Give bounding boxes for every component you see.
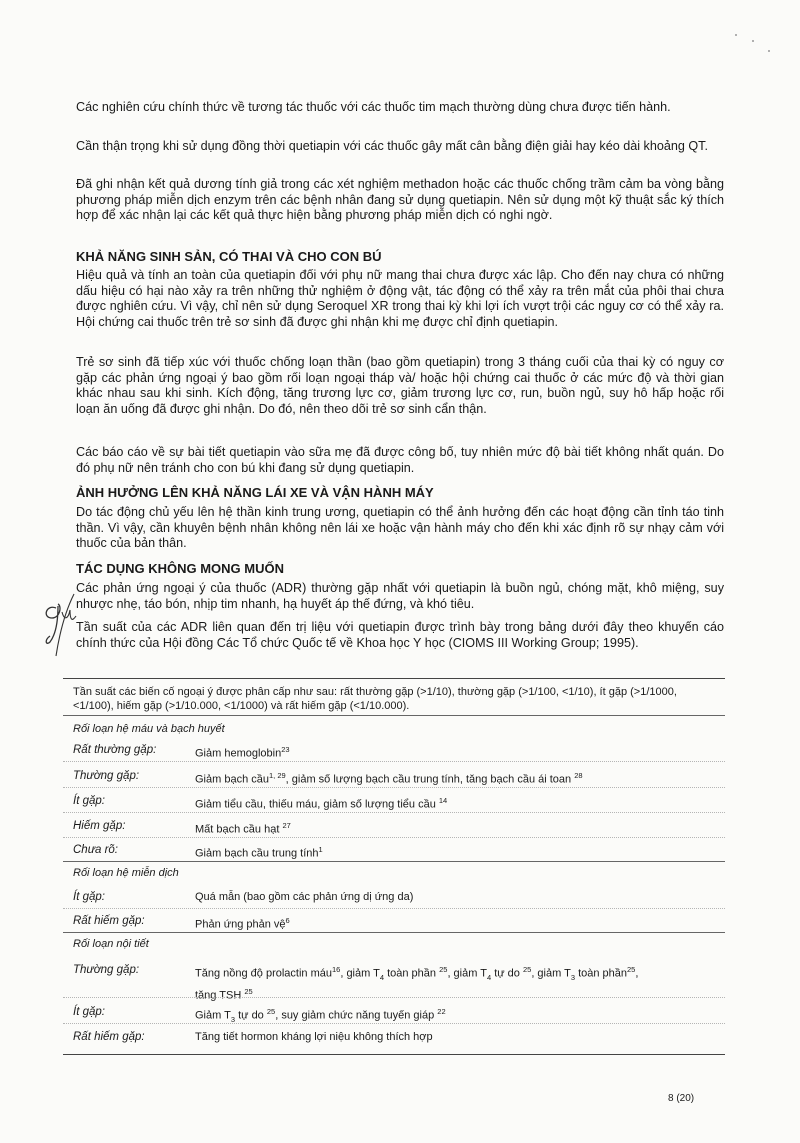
row-description: Phản ứng phản vệ$^6$ <box>195 916 290 931</box>
table-intro: Tần suất các biến cố ngoại ý được phân cấp như sau: rất thường gặp (>1/10), thường gặp (>1/100, <1/10), ít gặp (>1/1000, <1/100), hiếm gặp (>1/10.000, <1/1000) và rất hiếm gặp (<1/10.000). <box>73 686 677 712</box>
row-description: Giảm $T_3$ tự do $^{25}$, suy giảm chức năng tuyến giáp $^{22}$ <box>195 1007 446 1024</box>
row-frequency: Thường gặp: <box>73 964 140 976</box>
row-divider <box>63 997 725 998</box>
section-title-blood: Rối loạn hệ máu và bạch huyết <box>73 723 225 735</box>
section-title-immune: Rối loạn hệ miễn dịch <box>73 867 179 879</box>
row-description: Giảm bạch cầu trung tính$^1$ <box>195 845 323 860</box>
table-divider <box>63 715 725 716</box>
paragraph-adr-frequency: Tần suất của các ADR liên quan đến trị liệu với quetiapin được trình bày trong bảng dưới đây theo khuyến cáo chính thức của Hội đồng Các Tổ chức Quốc tế về Khoa học Y học (CIOMS III Working Group; 1995). <box>76 620 724 650</box>
row-divider <box>63 812 725 813</box>
row-frequency: Ít gặp: <box>73 795 105 807</box>
row-description: Mất bạch cầu hạt $^{27}$ <box>195 821 291 836</box>
scan-speck <box>735 34 737 36</box>
row-divider <box>63 908 725 909</box>
row-frequency: Rất hiếm gặp: <box>73 915 145 927</box>
row-frequency: Rất thường gặp: <box>73 744 157 756</box>
paragraph-driving: Do tác động chủ yếu lên hệ thần kinh trung ương, quetiapin có thể ảnh hưởng đến các hoạt động cần tỉnh táo tinh thần. Vì vậy, cần khuyên bệnh nhân không nên lái xe hoặc vận hành máy cho đến khi xác định rõ sự nhạy cảm với thuốc của bản thân. <box>76 505 724 551</box>
row-description: Quá mẫn (bao gồm các phản ứng dị ứng da) <box>195 891 414 903</box>
row-description: Tăng nồng độ prolactin máu$^{16}$, giảm $T_4$ toàn phần $^{25}$, giảm $T_4$ tự do $^{25}$, giảm $T_3$ toàn phần$^{25}$, tăng TSH $^{25}$ <box>195 965 639 1002</box>
paragraph-pregnancy-safety: Hiệu quả và tính an toàn của quetiapin đối với phụ nữ mang thai chưa được xác lập. Cho đến nay chưa có những dấu hiệu có hại nào xảy ra trên những thử nghiệm ở động vật, tác động có thể xảy ra trên mắt của phôi thai chưa được nghiên cứu. Vì vậy, chỉ nên sử dụng Seroquel XR trong thai kỳ khi lợi ích vượt trội các nguy cơ có thể xảy ra. Hội chứng cai thuốc trên trẻ sơ sinh đã được ghi nhận khi mẹ được chỉ định quetiapin. <box>76 268 724 329</box>
handwritten-initials-mark <box>36 590 86 660</box>
row-frequency: Ít gặp: <box>73 1006 105 1018</box>
paragraph-common-adr: Các phản ứng ngoại ý của thuốc (ADR) thường gặp nhất với quetiapin là buồn ngủ, chóng mặt, khô miệng, suy nhược nhẹ, táo bón, nhịp tim nhanh, hạ huyết áp thế đứng, và khó tiêu. <box>76 581 724 611</box>
section-title-endocrine: Rối loạn nội tiết <box>73 938 149 950</box>
paragraph-qt-caution: Cần thận trọng khi sử dụng đồng thời quetiapin với các thuốc gây mất cân bằng điện giải hay kéo dài khoảng QT. <box>76 139 708 153</box>
paragraph-cardiac-interactions: Các nghiên cứu chính thức về tương tác thuốc với các thuốc tim mạch thường dùng chưa được tiến hành. <box>76 100 671 114</box>
table-divider <box>63 932 725 933</box>
row-description: Giảm hemoglobin$^{23}$ <box>195 745 290 760</box>
paragraph-false-positive: Đã ghi nhận kết quả dương tính giả trong các xét nghiệm methadon hoặc các thuốc chống trầm cảm ba vòng bằng phương pháp miễn dịch enzym trên các bệnh nhân đang sử dụng quetiapin. Nên sử dụng một kỹ thuật sắc ký thích hợp để xác nhận lại các kết quả thực hiện bằng phương pháp miễn dịch có nghi ngờ. <box>76 177 724 223</box>
adr-frequency-table <box>63 678 725 1055</box>
paragraph-breastfeeding: Các báo cáo về sự bài tiết quetiapin vào sữa mẹ đã được công bố, tuy nhiên mức độ bài tiết không nhất quán. Do đó phụ nữ nên tránh cho con bú khi đang sử dụng quetiapin. <box>76 445 724 475</box>
row-divider <box>63 837 725 838</box>
row-frequency: Chưa rõ: <box>73 844 119 856</box>
row-description: Giảm bạch cầu$^{1, 29}$, giảm số lượng bạch cầu trung tính, tăng bạch cầu ái toan $^{28}$ <box>195 771 583 786</box>
row-divider <box>63 787 725 788</box>
row-frequency: Hiếm gặp: <box>73 820 126 832</box>
row-divider <box>63 761 725 762</box>
scan-speck <box>752 40 754 42</box>
paragraph-newborn-exposure: Trẻ sơ sinh đã tiếp xúc với thuốc chống loạn thần (bao gồm quetiapin) trong 3 tháng cuối của thai kỳ có nguy cơ gặp các phản ứng ngoại ý bao gồm rối loạn ngoại tháp và/ hoặc hội chứng cai thuốc ở các mức độ và thời gian khác nhau sau khi sinh. Kích động, tăng trương lực cơ, giảm trương lực cơ, run, buồn ngủ, suy hô hấp hoặc rối loạn ăn uống đã được ghi nhận. Do đó, nên theo dõi trẻ sơ sinh cẩn thận. <box>76 355 724 416</box>
row-frequency: Thường gặp: <box>73 770 140 782</box>
table-divider <box>63 861 725 862</box>
row-divider <box>63 1023 725 1024</box>
heading-adverse-effects: TÁC DỤNG KHÔNG MONG MUỐN <box>76 561 284 576</box>
page-number: 8 (20) <box>668 1093 695 1104</box>
row-frequency: Ít gặp: <box>73 891 105 903</box>
scan-speck <box>768 50 770 52</box>
heading-pregnancy: KHẢ NĂNG SINH SẢN, CÓ THAI VÀ CHO CON BÚ <box>76 249 382 264</box>
row-frequency: Rất hiếm gặp: <box>73 1031 145 1043</box>
row-description: Giảm tiểu cầu, thiếu máu, giảm số lượng tiểu cầu $^{14}$ <box>195 796 448 811</box>
row-description: Tăng tiết hormon kháng lợi niệu không thích hợp <box>195 1031 433 1043</box>
heading-driving: ẢNH HƯỞNG LÊN KHẢ NĂNG LÁI XE VÀ VẬN HÀNH MÁY <box>76 485 434 500</box>
